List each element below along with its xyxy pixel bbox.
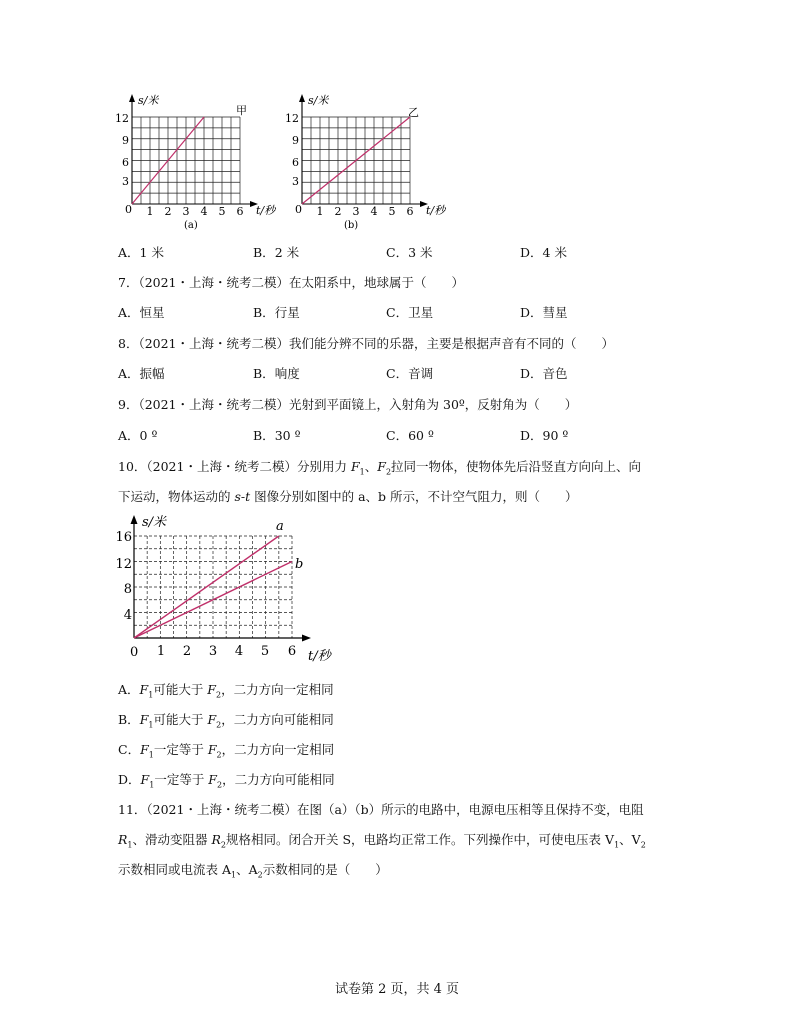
graph-q10-x-tick: 2 — [182, 644, 192, 659]
option-text: 1 米 — [139, 245, 164, 260]
subscript: 1 — [614, 840, 620, 850]
q10-text: 下运动，物体运动的 — [118, 489, 235, 504]
force-f2: F — [377, 459, 386, 474]
q7-option-d[interactable] — [520, 303, 568, 321]
option-text: 彗星 — [542, 305, 568, 320]
subscript: 1 — [359, 467, 365, 477]
q10-question-line2 — [118, 487, 578, 505]
q8-option-c[interactable] — [386, 364, 433, 382]
subscript: 1 — [231, 870, 237, 880]
force-f1: F — [139, 682, 149, 697]
subscript: 2 — [216, 720, 222, 730]
option-text: 一定等于 — [154, 772, 209, 787]
graph-q10-x-label: t/秒 — [308, 649, 331, 664]
q11-question-line2 — [118, 830, 646, 850]
option-text: 30 º — [274, 428, 301, 443]
force-f1: F — [140, 772, 150, 787]
q7-option-a[interactable] — [118, 303, 165, 321]
graph-q10-y-tick: 4 — [123, 608, 132, 623]
subscript: 2 — [216, 750, 222, 760]
option-text: 4 米 — [542, 245, 567, 260]
graph-a-x-tick: 5 — [218, 205, 226, 218]
subscript: 2 — [220, 840, 227, 850]
force-f2: F — [208, 772, 217, 787]
graph-a-y-arrow — [129, 94, 135, 102]
graph-b-y-tick-labels — [285, 112, 299, 188]
q8-question: 8．（2021・上海・统考二模）我们能分辨不同的乐器，主要是根据声音有不同的（ ） — [118, 336, 615, 351]
subscript: 2 — [640, 840, 646, 850]
page-footer: 试卷第 2 页，共 4 页 — [334, 982, 460, 997]
option-letter: C． — [118, 742, 141, 757]
option-letter: B． — [253, 245, 275, 260]
q6-option-c[interactable] — [386, 243, 433, 261]
q11-question-line1: 11．（2021・上海・统考二模）在图（a）（b）所示的电路中，电源电压相等且保持不变，电阻 — [118, 802, 644, 817]
graph-q10-y-arrow — [131, 515, 138, 524]
subscript: 1 — [148, 690, 154, 700]
q8-option-d[interactable] — [520, 364, 568, 382]
graph-q10-series-a-label: a — [276, 519, 284, 534]
q9-option-a[interactable] — [118, 426, 157, 444]
option-text: 60 º — [408, 428, 434, 443]
subscript: 1 — [127, 840, 133, 850]
option-text: ，二力方向一定相同 — [221, 742, 335, 757]
graph-a-y-label: s/米 — [138, 94, 159, 107]
graph-b-y-tick: 3 — [292, 175, 299, 188]
graph-q10-x-tick: 1 — [156, 644, 166, 659]
graph-a-y-tick: 3 — [122, 175, 129, 188]
graph-b-x-tick: 3 — [352, 205, 360, 218]
option-letter: D． — [520, 245, 543, 260]
q7-option-b[interactable] — [253, 303, 300, 321]
graph-b-x-tick: 5 — [388, 205, 396, 218]
option-letter: B． — [253, 428, 275, 443]
resistor-r2: R — [211, 832, 221, 847]
graph-q10-x-arrow — [302, 635, 311, 642]
option-letter: D． — [520, 305, 543, 320]
graph-a-x-tick: 3 — [182, 205, 190, 218]
graph-q10-y-tick: 12 — [115, 557, 132, 572]
option-text: 振幅 — [139, 366, 165, 381]
graph-b-y-label: s/米 — [308, 94, 329, 107]
option-text: 行星 — [274, 305, 300, 320]
graph-q10-x-tick-labels — [157, 644, 296, 659]
force-f1: F — [140, 742, 149, 757]
q9-option-b[interactable] — [253, 426, 300, 444]
graph-a-x-tick: 6 — [236, 205, 244, 218]
q11-text: 、滑动变阻器 — [132, 832, 212, 847]
graph-b-y-tick: 6 — [292, 156, 299, 169]
q8-option-b[interactable] — [253, 364, 300, 382]
q10-text: 10．（2021・上海・统考二模）分别用力 — [118, 459, 351, 474]
graph-b-y-arrow — [299, 94, 305, 102]
graph-a-y-tick: 12 — [115, 112, 129, 125]
option-letter: A． — [118, 428, 140, 443]
q6-option-b[interactable] — [253, 243, 299, 261]
q9-option-c[interactable] — [386, 426, 434, 444]
graph-q10-grid — [134, 536, 292, 638]
graph-a-caption: (a) — [184, 220, 198, 231]
option-text: 3 米 — [408, 245, 433, 260]
q10-option-a[interactable] — [118, 680, 334, 700]
graph-q10-x-tick: 4 — [234, 644, 244, 659]
force-f2: F — [207, 712, 217, 727]
graph-a-series-label: 甲 — [236, 104, 247, 117]
option-letter: D． — [520, 428, 543, 443]
graph-b-origin: 0 — [295, 203, 302, 216]
option-text: ，二力方向可能相同 — [222, 772, 335, 787]
graph-a-origin: 0 — [125, 203, 132, 216]
graph-a-x-label: t/秒 — [256, 204, 276, 217]
option-letter: B． — [253, 305, 275, 320]
option-letter: A． — [118, 245, 140, 260]
graph-a — [112, 92, 276, 232]
graph-b-x-tick: 1 — [316, 205, 324, 218]
option-text: 90 º — [542, 428, 569, 443]
option-text: ，二力方向可能相同 — [221, 712, 334, 727]
graph-b-x-tick: 4 — [370, 205, 378, 218]
q11-text: 、A — [236, 862, 258, 877]
graph-a-y-tick-labels — [115, 112, 129, 188]
subscript: 1 — [149, 780, 155, 790]
q10-question-line1 — [118, 457, 641, 477]
q11-text: 、V — [619, 832, 641, 847]
option-text: 可能大于 — [153, 712, 208, 727]
option-text: 音调 — [408, 366, 434, 381]
option-text: 音色 — [542, 366, 568, 381]
option-text: 恒星 — [139, 305, 165, 320]
option-letter: C． — [386, 366, 409, 381]
option-text: 响度 — [274, 366, 300, 381]
q9-question: 9．（2021・上海・统考二模）光射到平面镜上，入射角为 30º，反射角为（ ） — [118, 397, 578, 412]
q11-text: 示数相同的是（ ） — [262, 862, 388, 877]
graph-a-x-tick-labels — [147, 205, 244, 218]
force-f1: F — [139, 712, 149, 727]
force-f2: F — [207, 682, 216, 697]
q7-question: 7．（2021・上海・统考二模）在太阳系中，地球属于（ ） — [118, 275, 465, 290]
graph-b-x-tick: 2 — [334, 205, 342, 218]
option-letter: D． — [520, 366, 543, 381]
option-text: 可能大于 — [153, 682, 208, 697]
subscript: 2 — [257, 870, 263, 880]
option-text: 一定等于 — [153, 742, 208, 757]
option-letter: B． — [118, 712, 140, 727]
graph-a-grid — [132, 117, 240, 204]
graph-b-x-tick-labels — [317, 205, 414, 218]
graph-a-y-tick: 9 — [122, 134, 129, 147]
option-text: ，二力方向一定相同 — [221, 682, 334, 697]
graph-b-x-label: t/秒 — [426, 204, 446, 217]
option-letter: A． — [118, 305, 140, 320]
st-symbol: s-t — [234, 489, 251, 504]
graph-q10 — [112, 512, 342, 667]
graph-q10-series-b-label: b — [295, 557, 304, 572]
q10-option-c[interactable] — [118, 740, 334, 760]
q11-text: 规格相同。闭合开关 S，电路均正常工作。下列操作中，可使电压表 V — [226, 832, 615, 847]
graph-q10-y-tick: 8 — [123, 582, 132, 597]
graph-q10-origin: 0 — [130, 645, 139, 660]
resistor-r1: R — [118, 832, 128, 847]
force-f1: F — [350, 459, 360, 474]
q6-option-d[interactable] — [520, 243, 567, 261]
q11-text: 示数相同或电流表 A — [118, 862, 232, 877]
option-letter: A． — [118, 682, 140, 697]
q10-option-b[interactable] — [118, 710, 334, 730]
graph-b-x-tick: 6 — [406, 205, 414, 218]
option-text: 0 º — [139, 428, 158, 443]
graph-b-series-label: 乙 — [408, 106, 419, 119]
option-letter: C． — [386, 428, 409, 443]
option-letter: C． — [386, 245, 409, 260]
graph-b — [282, 92, 452, 232]
option-text: 卫星 — [408, 305, 434, 320]
graph-q10-y-label: s/米 — [142, 515, 167, 530]
graph-a-y-tick: 6 — [122, 156, 129, 169]
graph-a-x-tick: 4 — [200, 205, 208, 218]
graph-b-y-tick: 12 — [285, 112, 299, 125]
graph-q10-x-tick: 3 — [208, 644, 218, 659]
force-f2: F — [207, 742, 217, 757]
q10-text: 图像分别如图中的 a、b 所示，不计空气阻力，则（ ） — [250, 489, 578, 504]
graph-b-y-tick: 9 — [292, 134, 299, 147]
q8-option-a[interactable] — [118, 364, 165, 382]
subscript: 2 — [385, 467, 392, 477]
q6-option-a[interactable] — [118, 243, 164, 261]
option-letter: A． — [118, 366, 140, 381]
graph-a-x-tick: 1 — [146, 205, 154, 218]
option-letter: D． — [118, 772, 141, 787]
q9-option-d[interactable] — [520, 426, 568, 444]
graph-q10-x-tick: 6 — [287, 644, 297, 659]
q7-option-c[interactable] — [386, 303, 433, 321]
q10-text: 、 — [364, 459, 378, 474]
subscript: 1 — [148, 750, 154, 760]
option-letter: C． — [386, 305, 409, 320]
subscript: 2 — [216, 780, 223, 790]
graph-b-caption: (b) — [344, 220, 359, 231]
graph-q10-y-tick: 16 — [115, 530, 132, 545]
q11-question-line3 — [118, 860, 388, 880]
option-text: 2 米 — [274, 245, 300, 260]
subscript: 1 — [148, 720, 154, 730]
subscript: 2 — [215, 690, 222, 700]
graph-q10-x-tick: 5 — [260, 644, 270, 659]
graph-q10-y-tick-labels — [115, 530, 132, 623]
q10-option-d[interactable] — [118, 770, 335, 790]
graph-a-x-tick: 2 — [164, 205, 172, 218]
q10-text: 拉同一物体，使物体先后沿竖直方向向上、向 — [391, 459, 642, 474]
option-letter: B． — [253, 366, 275, 381]
